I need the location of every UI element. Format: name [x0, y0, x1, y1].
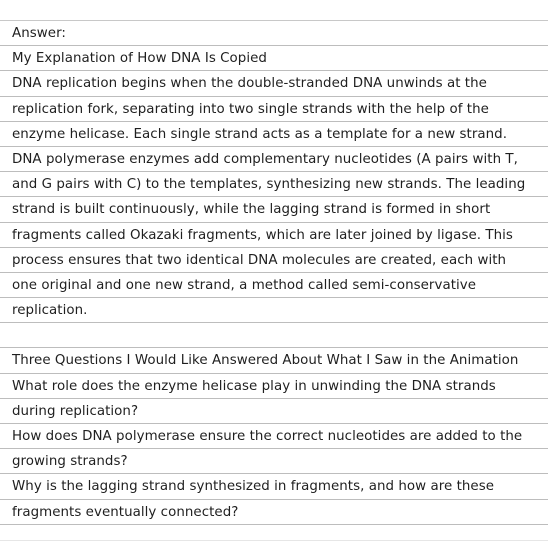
bottom-divider: [0, 540, 548, 541]
blank-line: [0, 323, 548, 348]
explanation-line: DNA polymerase enzymes add complementary nucleotides (A pairs with T,: [0, 147, 548, 172]
explanation-line: enzyme helicase. Each single strand acts as a template for a new strand.: [0, 122, 548, 147]
explanation-line: one original and one new strand, a method called semi-conservative: [0, 273, 548, 298]
explanation-heading: My Explanation of How DNA Is Copied: [0, 46, 548, 71]
question-line: during replication?: [0, 399, 548, 424]
question-line: growing strands?: [0, 449, 548, 474]
explanation-line: strand is built continuously, while the lagging strand is formed in short: [0, 197, 548, 222]
question-line: How does DNA polymerase ensure the correct nucleotides are added to the: [0, 424, 548, 449]
explanation-line: replication.: [0, 298, 548, 323]
question-line: What role does the enzyme helicase play in unwinding the DNA strands: [0, 374, 548, 399]
explanation-line: replication fork, separating into two single strands with the help of the: [0, 97, 548, 122]
page-bottom: [0, 528, 548, 545]
questions-heading: Three Questions I Would Like Answered About What I Saw in the Animation: [0, 348, 548, 373]
explanation-line: fragments called Okazaki fragments, which are later joined by ligase. This: [0, 223, 548, 248]
answer-lines: [0, 21, 548, 525]
answer-label: Answer:: [0, 21, 548, 46]
explanation-line: and G pairs with C) to the templates, synthesizing new strands. The leading: [0, 172, 548, 197]
question-line: fragments eventually connected?: [0, 500, 548, 525]
explanation-line: DNA replication begins when the double-stranded DNA unwinds at the: [0, 71, 548, 96]
explanation-line: process ensures that two identical DNA molecules are created, each with: [0, 248, 548, 273]
question-line: Why is the lagging strand synthesized in fragments, and how are these: [0, 474, 548, 499]
